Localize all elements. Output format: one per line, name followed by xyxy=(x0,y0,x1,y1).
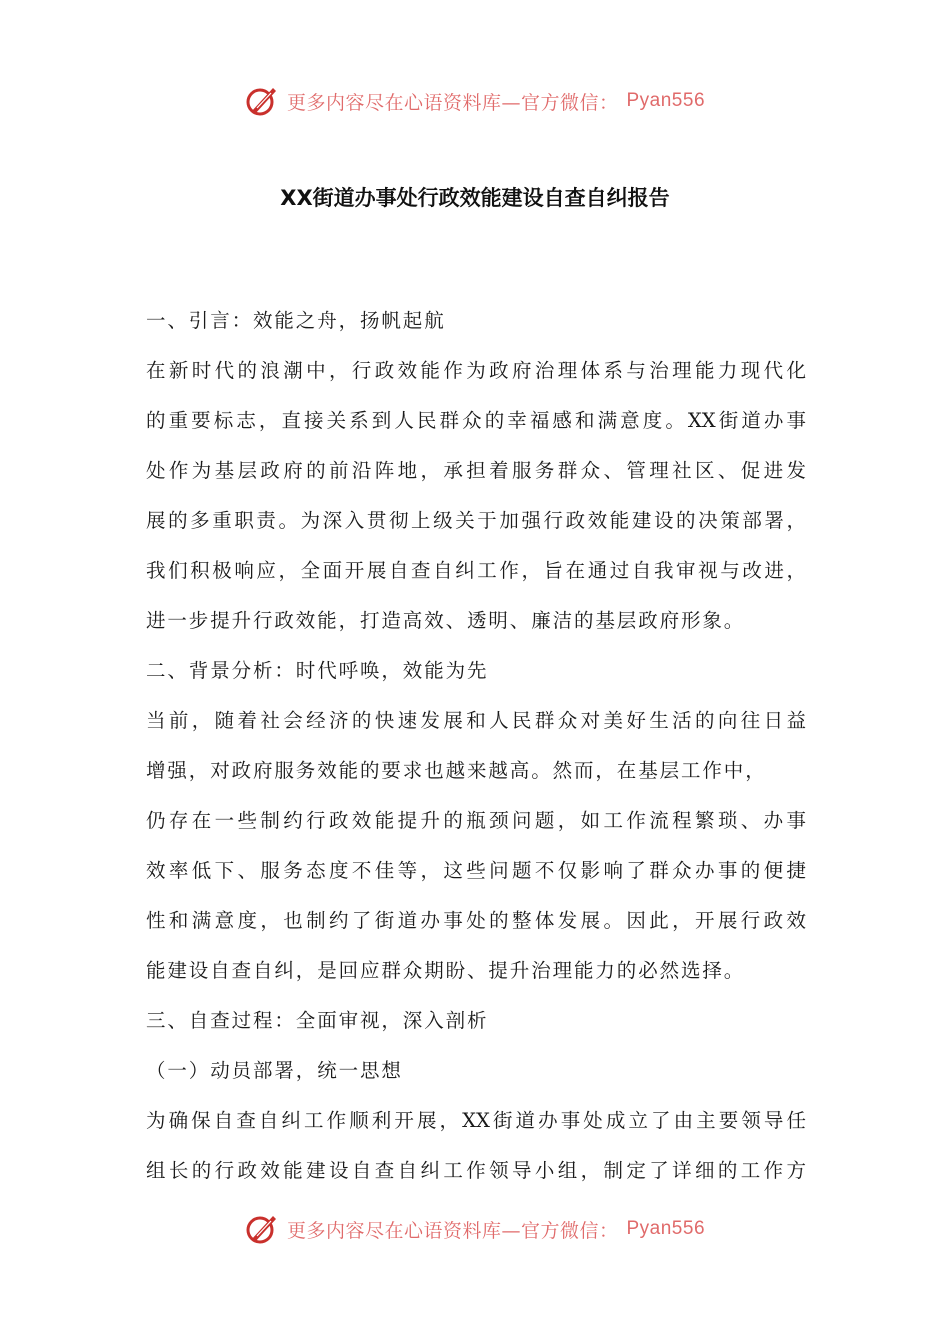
paragraph-line: 效率低下、服务态度不佳等，这些问题不仅影响了群众办事的便捷 xyxy=(146,859,806,882)
paragraph-line: 在新时代的浪潮中，行政效能作为政府治理体系与治理能力现代化 xyxy=(146,359,806,382)
paragraph-line: 展的多重职责。为深入贯彻上级关于加强行政效能建设的决策部署， xyxy=(146,509,806,532)
section-heading: 一、引言：效能之舟，扬帆起航 xyxy=(146,309,446,332)
footer-watermark xyxy=(0,1212,950,1246)
document-body xyxy=(146,296,806,1196)
watermark-text: 更多内容尽在心语资料库—官方微信： xyxy=(286,1219,619,1242)
subsection-heading: （一）动员部署，统一思想 xyxy=(146,1059,403,1082)
paragraph-line: 性和满意度，也制约了街道办事处的整体发展。因此，开展行政效 xyxy=(146,909,806,932)
paragraph-line: 为确保自查自纠工作顺利开展，XX街道办事处成立了由主要领导任 xyxy=(146,1109,806,1132)
paragraph-line: 当前，随着社会经济的快速发展和人民群众对美好生活的向往日益 xyxy=(146,709,806,732)
paragraph-line: 仍存在一些制约行政效能提升的瓶颈问题，如工作流程繁琐、办事 xyxy=(146,809,806,832)
feather-pen-logo-icon xyxy=(245,84,279,118)
watermark-wechat-id: Pyan556 xyxy=(626,90,706,111)
paragraph-line: 增强，对政府服务效能的要求也越来越高。然而，在基层工作中， xyxy=(146,759,767,782)
document-title: XX街道办事处行政效能建设自查自纠报告 xyxy=(280,186,670,210)
paragraph-line: 进一步提升行政效能，打造高效、透明、廉洁的基层政府形象。 xyxy=(146,609,746,632)
section-heading: 三、自查过程：全面审视，深入剖析 xyxy=(146,1009,489,1032)
paragraph-line: 处作为基层政府的前沿阵地，承担着服务群众、管理社区、促进发 xyxy=(146,459,806,482)
watermark-text: 更多内容尽在心语资料库—官方微信： xyxy=(286,91,619,114)
watermark-wechat-id: Pyan556 xyxy=(626,1218,706,1239)
section-heading: 二、背景分析：时代呼唤，效能为先 xyxy=(146,659,489,682)
paragraph-line: 能建设自查自纠，是回应群众期盼、提升治理能力的必然选择。 xyxy=(146,959,746,982)
paragraph-line: 组长的行政效能建设自查自纠工作领导小组，制定了详细的工作方 xyxy=(146,1159,806,1182)
paragraph-line: 的重要标志，直接关系到人民群众的幸福感和满意度。XX街道办事 xyxy=(146,409,806,432)
paragraph-line: 我们积极响应，全面开展自查自纠工作，旨在通过自我审视与改进， xyxy=(146,559,806,582)
feather-pen-logo-icon xyxy=(245,1212,279,1246)
header-watermark xyxy=(0,84,950,118)
